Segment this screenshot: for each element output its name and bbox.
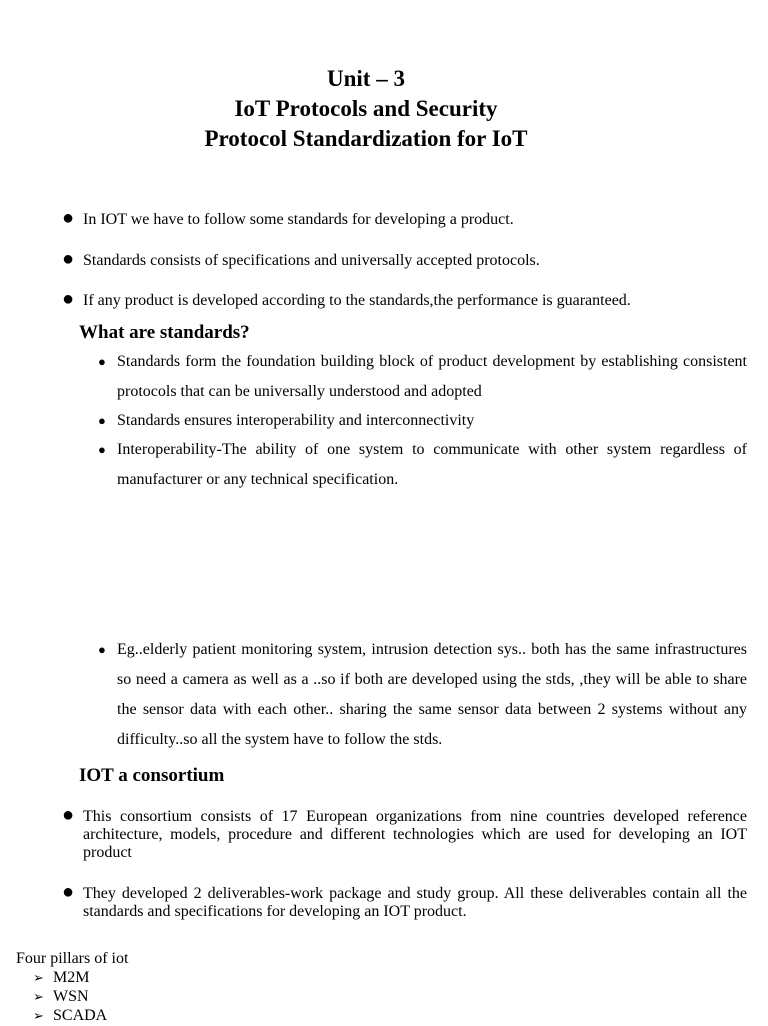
pillar-item-text: WSN [53,988,89,1005]
bullet-icon: ● [98,442,106,457]
intro-bullet-1-text: In IOT we have to follow some standards for developing a product. [83,211,514,228]
bullet-icon: ● [98,413,106,428]
example-bullet-text: Eg..elderly patient monitoring system, intrusion detection sys.. both has the same infrastructures so need a camera as well as a ..so if both are developed using the stds, ,they will be able to share the sensor data with each other.. sharing the same sensor data between 2 systems without any difficulty..so all the system have to follow the stds. [117,641,747,748]
bullet-icon: ● [62,248,75,270]
bullet-icon: ● [98,354,106,369]
bullet-icon: ● [62,207,75,229]
pillar-item-text: M2M [53,969,90,986]
subject-title: IoT Protocols and Security [234,96,498,121]
bullet-icon: ● [62,804,75,826]
arrow-bullet-icon: ➢ [33,990,44,1005]
unit-title: Unit – 3 [327,66,405,91]
topic-title: Protocol Standardization for IoT [204,126,528,151]
pillars-label: Four pillars of iot [16,950,129,967]
bullet-icon: ● [98,642,106,657]
standards-bullet-2-text: Standards ensures interoperability and interconnectivity [117,412,475,429]
arrow-bullet-icon: ➢ [33,1009,44,1024]
pillar-item-text: SCADA [53,1007,108,1024]
standards-bullet-1-text: Standards form the foundation building block of product development by establishing consistent protocols that can be universally understood and adopted [117,353,747,400]
intro-bullet-3-text: If any product is developed according to the standards,the performance is guaranteed. [83,292,631,309]
standards-bullet-3-text: Interoperability-The ability of one system to communicate with other system regardless of manufacturer or any technical specification. [117,441,747,488]
pillar-item [33,1006,107,1026]
pillar-item [33,987,89,1007]
bullet-icon: ● [62,288,75,310]
bullet-icon: ● [62,881,75,903]
intro-bullet-2-text: Standards consists of specifications and universally accepted protocols. [83,252,540,269]
consortium-bullet-2-text: They developed 2 deliverables-work package and study group. All these deliverables contain all the standards and specifications for developing an IOT product. [83,885,747,920]
arrow-bullet-icon: ➢ [33,971,44,986]
pillar-item [33,968,89,988]
consortium-heading: IOT a consortium [79,765,225,786]
standards-heading: What are standards? [79,322,250,343]
consortium-bullet-1-text: This consortium consists of 17 European organizations from nine countries developed reference architecture, models, procedure and different technologies which are used for developing an IOT product [83,808,747,861]
